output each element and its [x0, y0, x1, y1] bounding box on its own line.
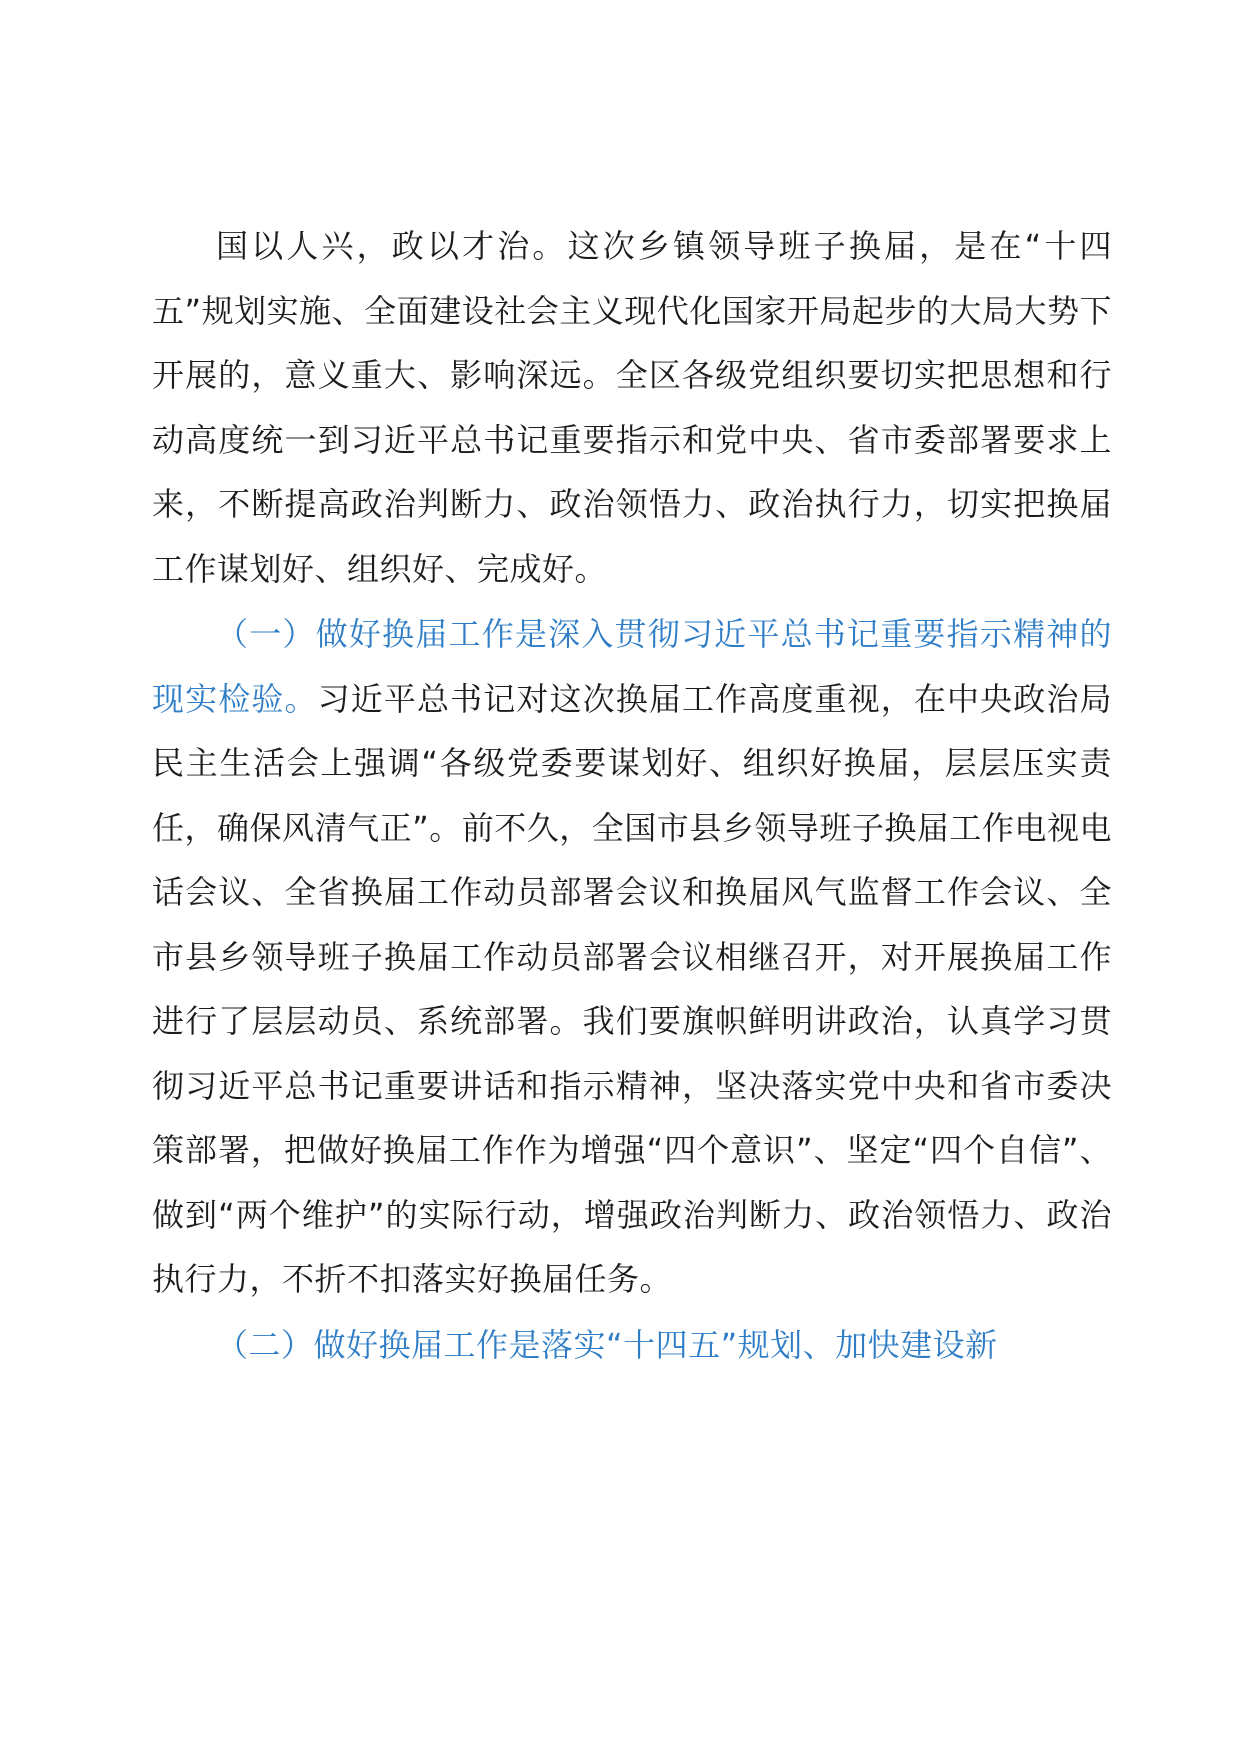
section-1-text: 习近平总书记对这次换届工作高度重视，在中央政治局民主生活会上强调“各级党委要谋划好、组织好换届，层层压实责任，确保风清气正”。前不久，全国市县乡领导班子换届工作电视电话会议、全省换届工作动员部署会议和换届风气监督工作会议、全市县乡领导班子换届工作动员部署会议相继召开，对开展换届工作进行了层层动员、系统部署。我们要旗帜鲜明讲政治，认真学习贯彻习近平总书记重要讲话和指示精神，坚决落实党中央和省市委决策部署，把做好换届工作作为增强“四个意识”、坚定“四个自信”、做到“两个维护”的实际行动，增强政治判断力、政治领悟力、政治执行力，不折不扣落实好换届任务。: [152, 679, 1112, 1298]
paragraph-intro: [152, 214, 1112, 601]
document-body: [152, 214, 1112, 1377]
paragraph-intro-text: 国以人兴，政以才治。这次乡镇领导班子换届，是在“十四五”规划实施、全面建设社会主义现代化国家开局起步的大局大势下开展的，意义重大、影响深远。全区各级党组织要切实把思想和行动高度统一到习近平总书记重要指示和党中央、省市委部署要求上来，不断提高政治判断力、政治领悟力、政治执行力，切实把换届工作谋划好、组织好、完成好。: [152, 227, 1112, 588]
paragraph-section-2: [152, 1313, 1112, 1378]
paragraph-section-1: [152, 602, 1112, 1312]
section-1-heading: （一）做好换届工作是深入贯彻习近平总书记重要指示精神的现实检验。: [152, 615, 1112, 718]
section-2-heading: （二）做好换届工作是落实“十四五”规划、加快建设新: [216, 1325, 998, 1364]
